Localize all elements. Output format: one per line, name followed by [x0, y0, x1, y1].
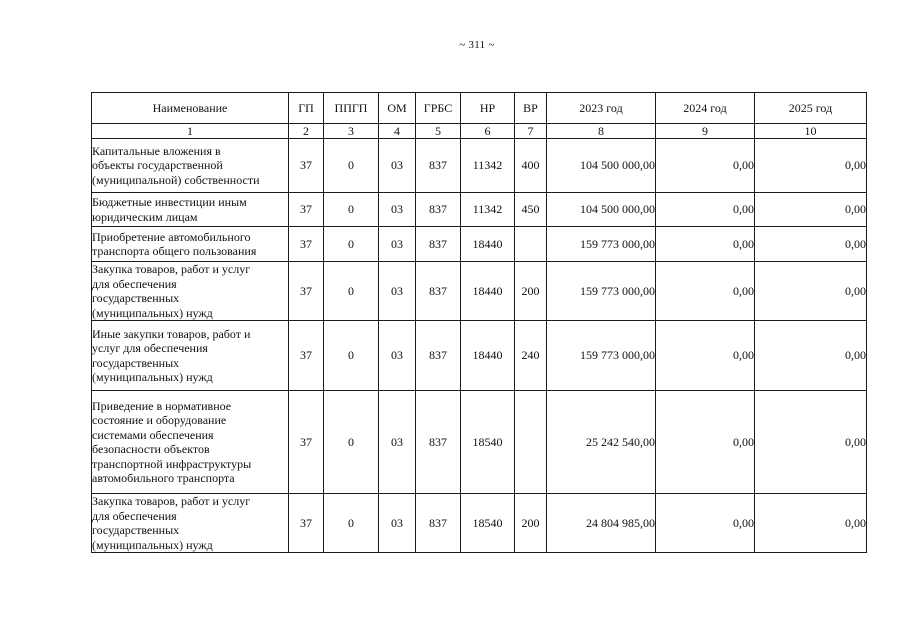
row-name-cell [92, 391, 289, 494]
gp-cell: 37 [289, 139, 324, 193]
row-name-line: (муниципальных) нужд [92, 370, 213, 384]
column-number: 10 [755, 124, 867, 139]
row-name-line: Иные закупки товаров, работ и [92, 326, 251, 341]
page-number: ~ 311 ~ [459, 39, 495, 51]
om-cell: 03 [379, 227, 416, 262]
header-cell-grbs: ГРБС [416, 93, 461, 124]
gp-cell: 37 [289, 262, 324, 321]
row-name-line: юридическим лицам [92, 209, 198, 224]
row-name-cell [92, 262, 289, 321]
gp-cell: 37 [289, 391, 324, 494]
header-cell-2025: 2025 год [755, 93, 867, 124]
row-name-line: (муниципальных) нужд [92, 305, 213, 320]
table-row [92, 494, 867, 553]
table-row [92, 321, 867, 391]
row-name-cell [92, 139, 289, 193]
grbs-cell: 837 [416, 494, 461, 553]
column-number: 3 [324, 124, 379, 139]
table-row [92, 262, 867, 321]
row-name-line: Закупка товаров, работ и услуг [92, 262, 251, 276]
amount-2024-cell: 0,00 [656, 262, 755, 321]
amount-2024-cell: 0,00 [656, 494, 755, 553]
nr-cell: 18440 [461, 262, 515, 321]
ppgp-cell: 0 [324, 227, 379, 262]
column-number: 6 [461, 124, 515, 139]
column-number: 9 [656, 124, 755, 139]
header-cell-2023: 2023 год [547, 93, 656, 124]
amount-2025-cell: 0,00 [755, 193, 867, 227]
header-cell-om: ОМ [379, 93, 416, 124]
column-number: 7 [515, 124, 547, 139]
amount-2024-cell: 0,00 [656, 193, 755, 227]
amount-2023-cell: 25 242 540,00 [547, 391, 656, 494]
nr-cell: 18540 [461, 391, 515, 494]
amount-2025-cell: 0,00 [755, 139, 867, 193]
amount-2025-cell: 0,00 [755, 227, 867, 262]
row-name-line: услуг для обеспечения [92, 341, 208, 355]
budget-table [91, 92, 867, 553]
header-cell-gp: ГП [289, 93, 324, 124]
gp-cell: 37 [289, 321, 324, 391]
amount-2023-cell: 24 804 985,00 [547, 494, 656, 553]
amount-2023-cell: 159 773 000,00 [547, 321, 656, 391]
row-name-line: транспорта общего пользования [92, 244, 257, 258]
om-cell: 03 [379, 139, 416, 193]
gp-cell: 37 [289, 227, 324, 262]
row-name-line: автомобильного транспорта [92, 471, 235, 485]
om-cell: 03 [379, 321, 416, 391]
row-name-line: государственных [92, 523, 180, 537]
ppgp-cell: 0 [324, 139, 379, 193]
grbs-cell: 837 [416, 227, 461, 262]
column-number: 4 [379, 124, 416, 139]
row-name-line: государственных [92, 291, 180, 305]
row-name-cell [92, 227, 289, 262]
vr-cell: 200 [515, 494, 547, 553]
vr-cell [515, 391, 547, 494]
om-cell: 03 [379, 391, 416, 494]
amount-2025-cell: 0,00 [755, 391, 867, 494]
grbs-cell: 837 [416, 262, 461, 321]
amount-2025-cell: 0,00 [755, 494, 867, 553]
grbs-cell: 837 [416, 193, 461, 227]
om-cell: 03 [379, 193, 416, 227]
row-name-line: Приобретение автомобильного [92, 229, 251, 244]
row-name-line: транспортной инфраструктуры [92, 456, 252, 471]
row-name-line: для обеспечения [92, 276, 177, 291]
gp-cell: 37 [289, 494, 324, 553]
vr-cell: 450 [515, 193, 547, 227]
om-cell: 03 [379, 262, 416, 321]
grbs-cell: 837 [416, 139, 461, 193]
row-name-line: Закупка товаров, работ и услуг [92, 494, 251, 508]
header-cell-vr: ВР [515, 93, 547, 124]
om-cell: 03 [379, 494, 416, 553]
row-name-line: Капитальные вложения в [92, 143, 221, 158]
nr-cell: 18440 [461, 321, 515, 391]
ppgp-cell: 0 [324, 262, 379, 321]
vr-cell: 200 [515, 262, 547, 321]
amount-2024-cell: 0,00 [656, 227, 755, 262]
row-name-line: системами обеспечения [92, 427, 214, 442]
table-row [92, 391, 867, 494]
header-cell-name: Наименование [92, 93, 289, 124]
table-row [92, 227, 867, 262]
vr-cell: 400 [515, 139, 547, 193]
table-row [92, 139, 867, 193]
row-name-line: Приведение в нормативное [92, 398, 232, 413]
row-name-cell [92, 494, 289, 553]
column-number: 8 [547, 124, 656, 139]
table-row [92, 193, 867, 227]
header-cell-2024: 2024 год [656, 93, 755, 124]
gp-cell: 37 [289, 193, 324, 227]
row-name-line: Бюджетные инвестиции иным [92, 195, 247, 209]
ppgp-cell: 0 [324, 391, 379, 494]
amount-2023-cell: 104 500 000,00 [547, 193, 656, 227]
row-name-cell [92, 321, 289, 391]
header-cell-nr: НР [461, 93, 515, 124]
nr-cell: 11342 [461, 193, 515, 227]
amount-2023-cell: 159 773 000,00 [547, 227, 656, 262]
row-name-line: объекты государственной [92, 158, 223, 173]
row-name-line: государственных [92, 355, 180, 370]
nr-cell: 18540 [461, 494, 515, 553]
vr-cell [515, 227, 547, 262]
amount-2023-cell: 104 500 000,00 [547, 139, 656, 193]
amount-2025-cell: 0,00 [755, 321, 867, 391]
row-name-line: безопасности объектов [92, 442, 210, 456]
grbs-cell: 837 [416, 321, 461, 391]
amount-2024-cell: 0,00 [656, 139, 755, 193]
row-name-cell [92, 193, 289, 227]
header-cell-ppgp: ППГП [324, 93, 379, 124]
amount-2023-cell: 159 773 000,00 [547, 262, 656, 321]
ppgp-cell: 0 [324, 321, 379, 391]
nr-cell: 11342 [461, 139, 515, 193]
row-name-line: (муниципальных) нужд [92, 537, 213, 552]
column-number: 2 [289, 124, 324, 139]
ppgp-cell: 0 [324, 193, 379, 227]
grbs-cell: 837 [416, 391, 461, 494]
column-number: 1 [92, 124, 289, 139]
column-number: 5 [416, 124, 461, 139]
amount-2024-cell: 0,00 [656, 391, 755, 494]
vr-cell: 240 [515, 321, 547, 391]
nr-cell: 18440 [461, 227, 515, 262]
row-name-line: (муниципальной) собственности [92, 172, 260, 187]
row-name-line: для обеспечения [92, 508, 177, 523]
header-row [92, 93, 867, 124]
ppgp-cell: 0 [324, 494, 379, 553]
row-name-line: состояние и оборудование [92, 413, 227, 427]
column-number-row [92, 124, 867, 139]
amount-2025-cell: 0,00 [755, 262, 867, 321]
amount-2024-cell: 0,00 [656, 321, 755, 391]
